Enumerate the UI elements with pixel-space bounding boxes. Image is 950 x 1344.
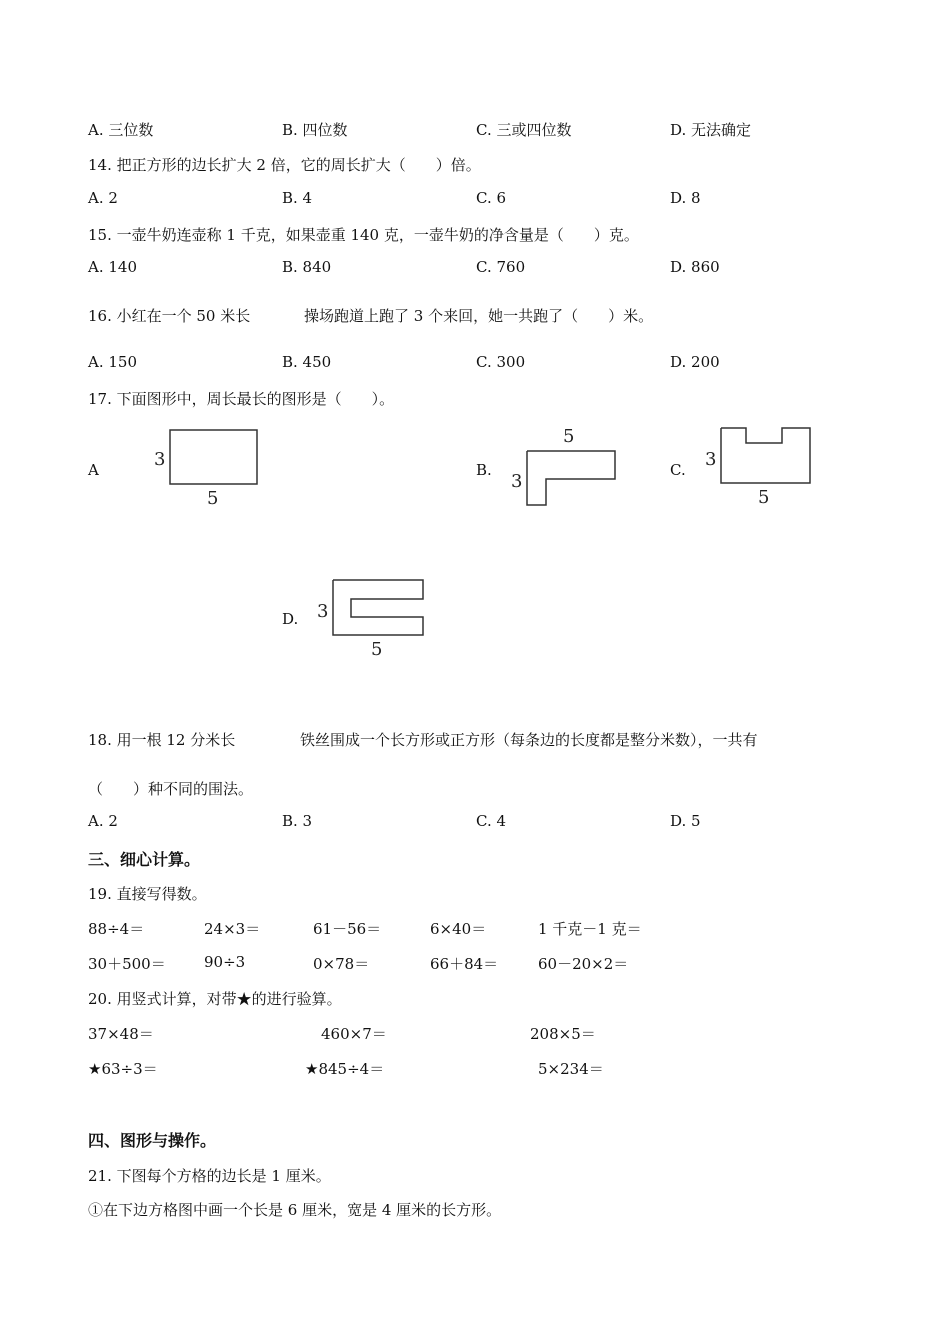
figure-b-top-label: 5 [563, 426, 575, 447]
figure-a-side-label: 3 [154, 449, 166, 470]
figure-c-bottom-label: 5 [758, 487, 770, 508]
q16-option-c: C. 300 [476, 353, 526, 371]
q19-r1-c5: 1 千克－1 克＝ [538, 920, 642, 938]
q16-stem-part1: 16. 小红在一个 50 米长 [88, 307, 251, 325]
q16-option-d: D. 200 [670, 353, 720, 371]
q20-r1-c2: 460×7＝ [321, 1025, 387, 1043]
q18-stem-part1: 18. 用一根 12 分米长 [88, 731, 236, 749]
q18-option-a: A. 2 [88, 812, 118, 830]
q20-r2-c3: 5×234＝ [538, 1060, 604, 1078]
q19-r1-c3: 61－56＝ [313, 920, 382, 938]
figure-a-rectangle [145, 420, 270, 510]
q20-r2-c2: ★845÷4＝ [305, 1060, 385, 1078]
figure-b-label: B. [476, 461, 492, 479]
q19-r2-c4: 66＋84＝ [430, 955, 499, 973]
q18-option-c: C. 4 [476, 812, 507, 830]
figure-c-label: C. [670, 461, 686, 479]
q19-r1-c1: 88÷4＝ [88, 920, 145, 938]
figure-d-c-shape [312, 572, 437, 662]
q15-option-a: A. 140 [88, 258, 137, 276]
q21-stem: 21. 下图每个方格的边长是 1 厘米。 [88, 1167, 331, 1185]
q17-stem: 17. 下面图形中，周长最长的图形是（ ）。 [88, 390, 395, 408]
figure-d-side-label: 3 [317, 601, 329, 622]
q15-option-d: D. 860 [670, 258, 720, 276]
figure-c-side-label: 3 [705, 449, 717, 470]
figure-d-bottom-label: 5 [371, 639, 383, 660]
figure-c-notched-shape [700, 420, 820, 510]
section-3-heading: 三、细心计算。 [88, 850, 201, 869]
q13-option-a: A. 三位数 [88, 121, 154, 139]
q13-option-b: B. 四位数 [282, 121, 348, 139]
figure-a-label: A [88, 461, 99, 479]
figure-b-side-label: 3 [511, 471, 523, 492]
q14-stem: 14. 把正方形的边长扩大 2 倍，它的周长扩大（ ）倍。 [88, 156, 481, 174]
q14-option-c: C. 6 [476, 189, 507, 207]
figure-d-label: D. [282, 610, 299, 628]
q16-option-b: B. 450 [282, 353, 332, 371]
q18-option-d: D. 5 [670, 812, 701, 830]
q15-stem: 15. 一壶牛奶连壶称 1 千克，如果壶重 140 克，一壶牛奶的净含量是（ ）克。 [88, 226, 639, 244]
q20-r2-c1: ★63÷3＝ [88, 1060, 158, 1078]
q18-stem-part3: （ ）种不同的围法。 [88, 780, 254, 798]
q16-option-a: A. 150 [88, 353, 137, 371]
q19-r1-c2: 24×3＝ [204, 920, 261, 938]
q16-stem-part2: 操场跑道上跑了 3 个来回，她一共跑了（ ）米。 [304, 307, 654, 325]
figure-a-bottom-label: 5 [207, 488, 219, 509]
q19-r1-c4: 6×40＝ [430, 920, 487, 938]
q20-r1-c3: 208×5＝ [530, 1025, 596, 1043]
q14-option-d: D. 8 [670, 189, 701, 207]
figure-b-l-shape [505, 422, 625, 512]
q14-option-a: A. 2 [88, 189, 118, 207]
section-4-heading: 四、图形与操作。 [88, 1131, 217, 1150]
q18-stem-part2: 铁丝围成一个长方形或正方形（每条边的长度都是整分米数），一共有 [300, 731, 758, 749]
q19-r2-c2: 90÷3 [204, 953, 246, 971]
q19-r2-c3: 0×78＝ [313, 955, 370, 973]
q13-option-c: C. 三或四位数 [476, 121, 572, 139]
q14-option-b: B. 4 [282, 189, 313, 207]
q15-option-c: C. 760 [476, 258, 526, 276]
q18-option-b: B. 3 [282, 812, 313, 830]
q20-r1-c1: 37×48＝ [88, 1025, 154, 1043]
q19-stem: 19. 直接写得数。 [88, 885, 207, 903]
q13-option-d: D. 无法确定 [670, 121, 752, 139]
q20-stem: 20. 用竖式计算，对带★的进行验算。 [88, 990, 342, 1008]
q19-r2-c5: 60－20×2＝ [538, 955, 629, 973]
q19-r2-c1: 30＋500＝ [88, 955, 166, 973]
q15-option-b: B. 840 [282, 258, 332, 276]
q21-sub1: ①在下边方格图中画一个长是 6 厘米，宽是 4 厘米的长方形。 [88, 1201, 502, 1219]
